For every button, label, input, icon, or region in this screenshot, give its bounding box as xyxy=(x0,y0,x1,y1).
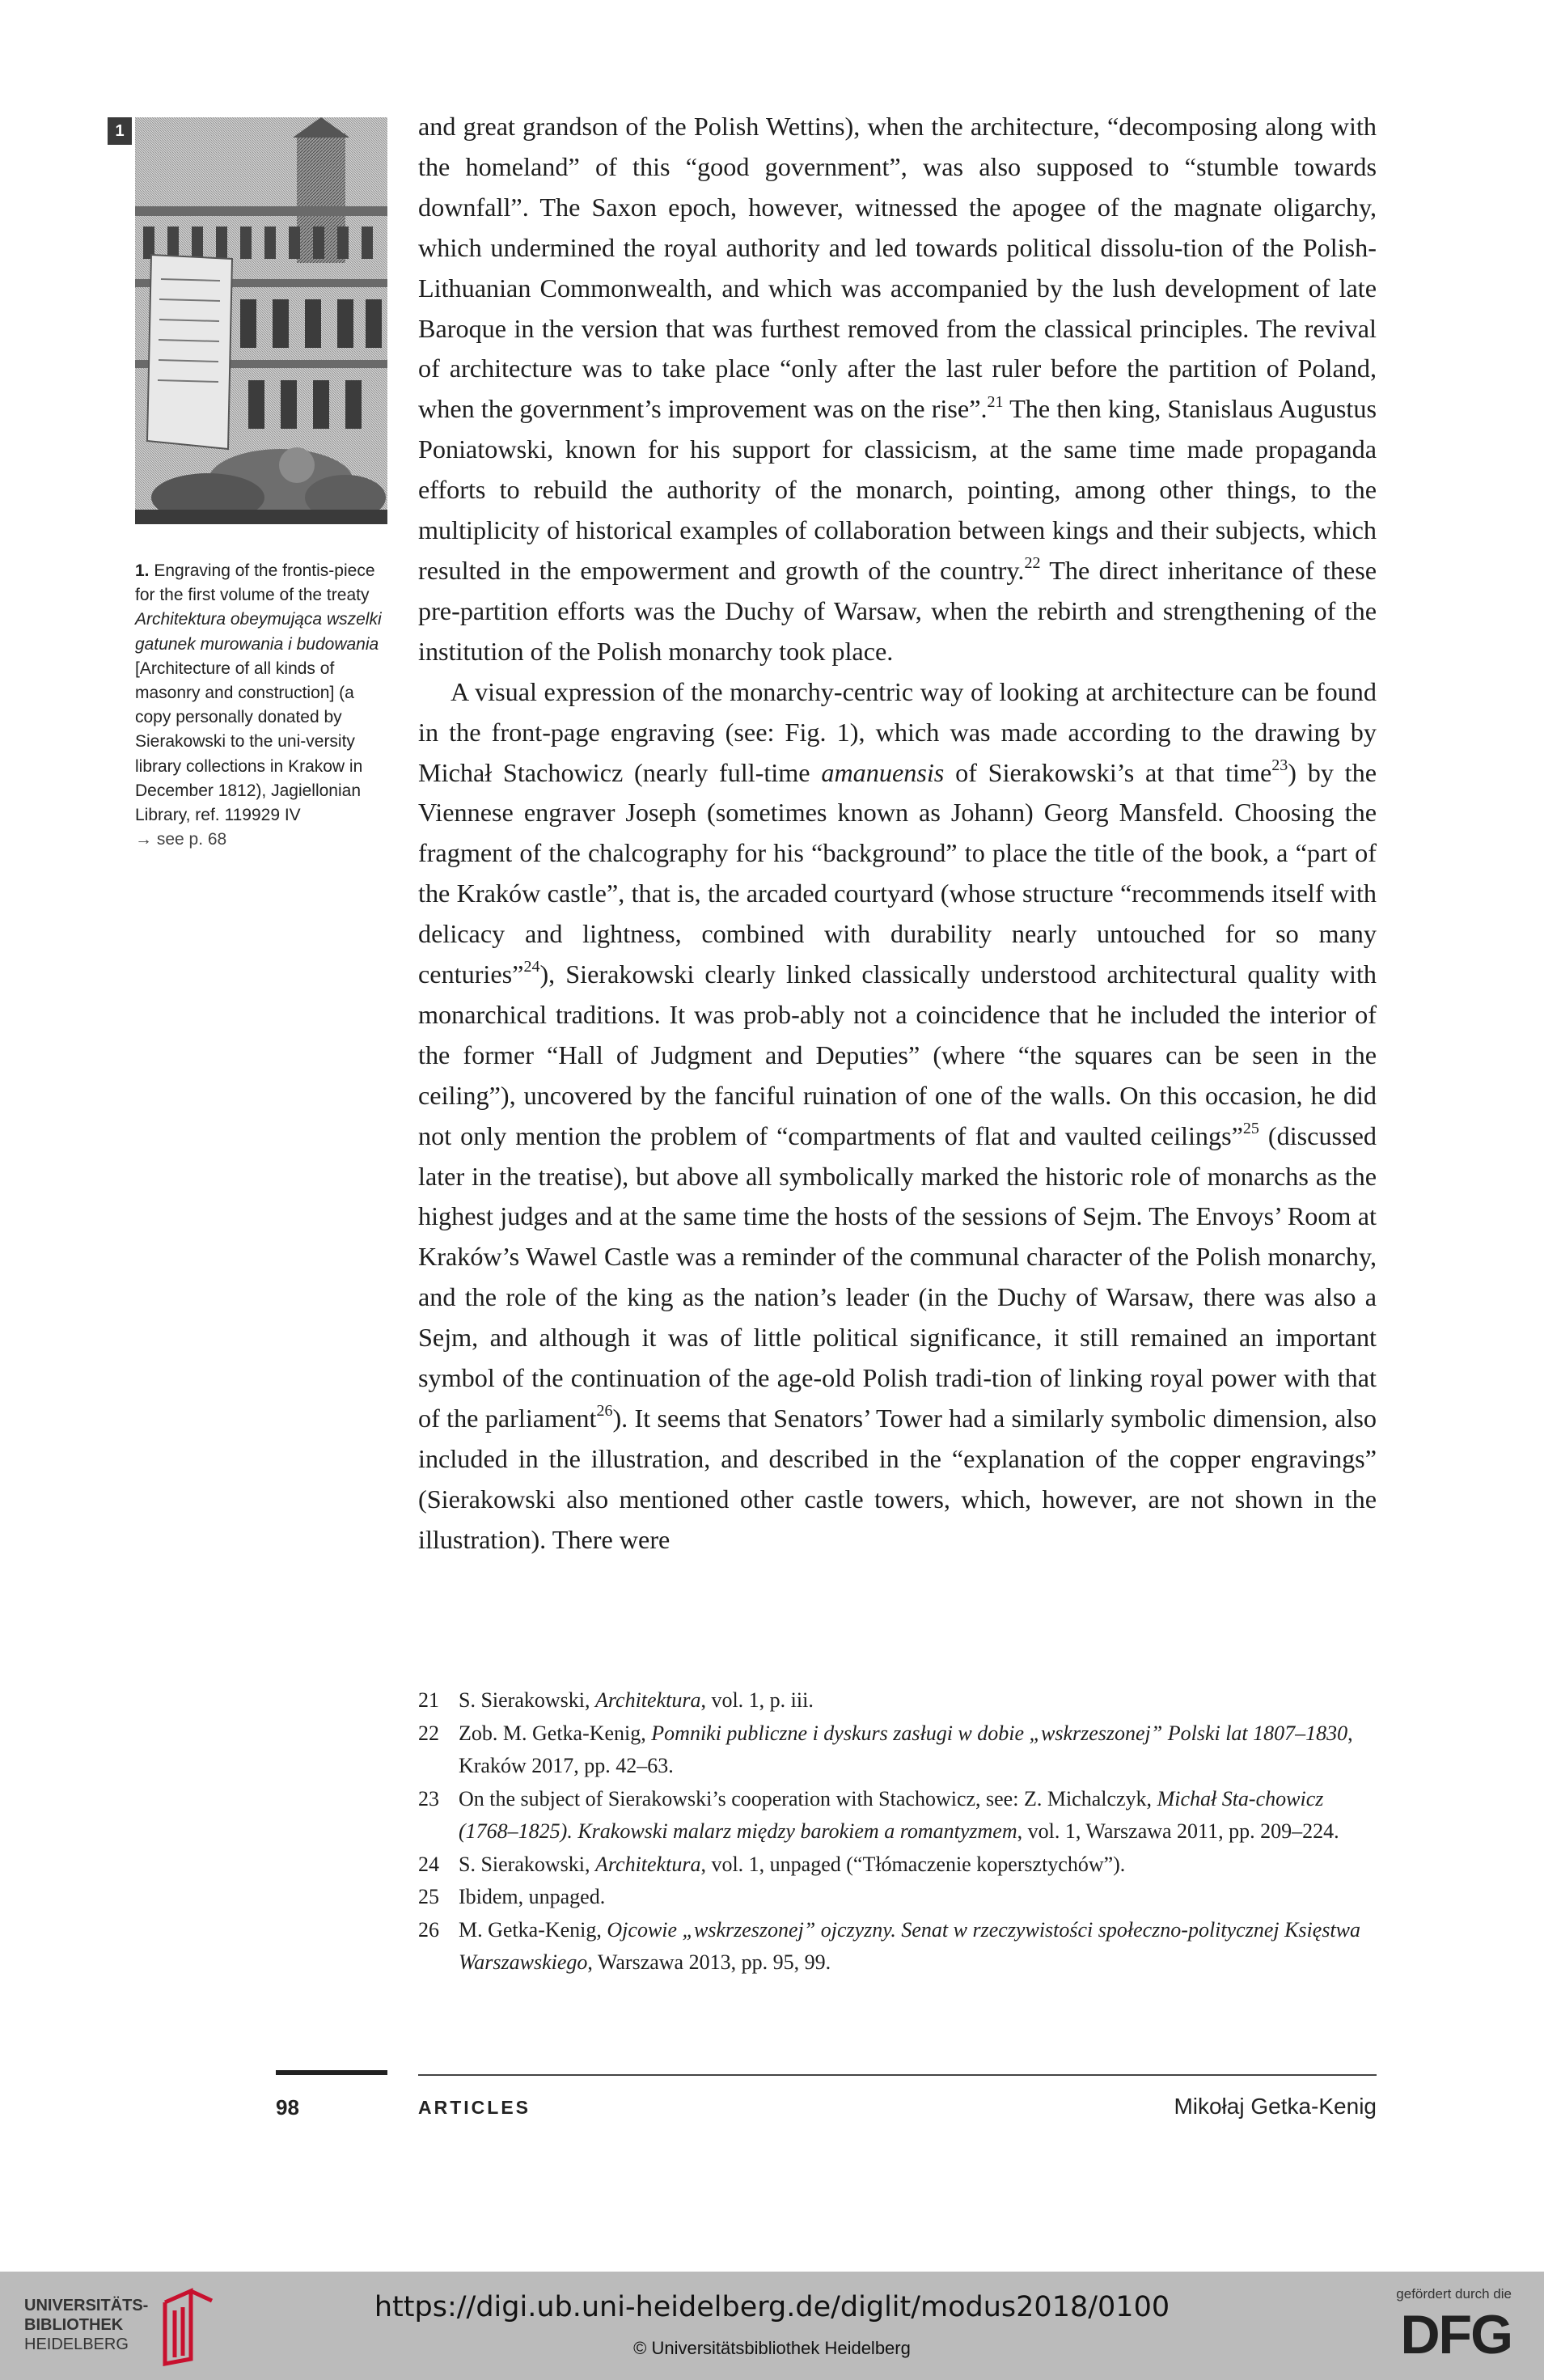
footnote-text: On the subject of Sierakowski’s cooperation with Stachowicz, see: Z. Michalczyk, xyxy=(459,1786,1157,1810)
dfg-logo[interactable]: DFG xyxy=(1400,2304,1512,2365)
figure-caption xyxy=(135,559,387,852)
library-logo-line: BIBLIOTHEK xyxy=(24,2316,124,2334)
footnote-number: 21 xyxy=(418,1688,439,1712)
footnote-24 xyxy=(418,1849,1377,1882)
paragraph-1-text: and great grandson of the Polish Wettins), when the architecture, “decomposing along with the homeland” of this “good government”, was also supposed to “stumble towards downfall”. The Saxon epoch, however, witnessed the apogee of the magnate oligarchy, which undermined the royal authority and led towards political dissolu-tion of the Polish-Lithuanian Commonwealth, and which was accompanied by the lush development of late Baroque in the version that was furthest removed from the classical principles. The revival of architecture was to take place “only after the last ruler before the partition of Poland, when the government’s improvement was on the rise”. xyxy=(418,112,1377,424)
footnote-text: M. Getka-Kenig, xyxy=(459,1917,607,1942)
footnote-21 xyxy=(418,1684,1377,1717)
footnote-text: S. Sierakowski, xyxy=(459,1688,595,1712)
paragraph-2-text-e: (discussed later in the treatise), but above all symbolically marked the historic role of monarchs as the highest judges and at the same time the hosts of the sessions of Sejm. The Envoys’ Room at Kraków’s Wawel Castle was a reminder of the communal character of the Polish monarchy, and the role of the king as the nation’s leader (in the Duchy of Warsaw, there was also a Sejm, and although it was of little political significance, it still remained an important symbol of the continuation of the age-old Polish tradi-tion of linking royal power with that of the parliament xyxy=(418,1120,1377,1433)
footnote-25 xyxy=(418,1881,1377,1914)
footnote-text: S. Sierakowski, xyxy=(459,1852,595,1876)
copyright-notice: © Universitätsbibliothek Heidelberg xyxy=(633,2338,911,2358)
footnote-ref-21: 21 xyxy=(987,392,1004,411)
section-label: ARTICLES xyxy=(418,2097,531,2118)
footnote-number: 26 xyxy=(418,1917,439,1942)
footnote-23 xyxy=(418,1783,1377,1849)
paragraph-1 xyxy=(418,107,1377,672)
footer-rule-short xyxy=(276,2070,387,2075)
paragraph-2-text-c: ) by the Viennese engraver Joseph (sometimes known as Johann) Georg Mansfeld. Choosing the fragment of the chalcography for his “background” to place the title of the book, a “part of the Kraków castle”, that is, the arcaded courtyard (whose structure “recommends itself with delicacy and lightness, combined with durability nearly untouched for so many centuries” xyxy=(418,757,1377,989)
footnote-ref-26: 26 xyxy=(596,1402,613,1421)
paragraph-2-text-b: of Sierakowski’s at that time xyxy=(944,757,1272,787)
footnote-number: 24 xyxy=(418,1852,439,1876)
footnote-title: Michał Sta-chowicz (1768–1825). Krakowski malarz między barokiem a romantyzmem xyxy=(459,1786,1324,1843)
paragraph-2 xyxy=(418,672,1377,1561)
footnote-title: Ojcowie „wskrzeszonej” ojczyzny. Senat w rzeczywistości społeczno-politycznej Księstwa Warszawskiego xyxy=(459,1917,1361,1974)
footer-rule xyxy=(418,2074,1377,2076)
footnote-ref-24: 24 xyxy=(523,958,540,976)
footnote-text: Zob. M. Getka-Kenig, xyxy=(459,1721,652,1745)
see-page-reference: → see p. 68 xyxy=(135,830,227,849)
footnote-text: , vol. 1, Warszawa 2011, pp. 209–224. xyxy=(1017,1819,1339,1843)
footnote-number: 22 xyxy=(418,1721,439,1745)
author-name: Mikołaj Getka-Kenig xyxy=(1174,2094,1377,2119)
footnote-ref-23: 23 xyxy=(1271,756,1288,774)
library-banner xyxy=(0,2272,1544,2380)
paragraph-1-text-c: The direct inheritance of these pre-partition efforts was the Duchy of Warsaw, when the rebirth and strengthening of the institution of the Polish monarchy took place. xyxy=(418,555,1377,666)
footnote-text: Ibidem, unpaged. xyxy=(459,1885,606,1908)
caption-figure-number: 1. xyxy=(135,561,150,580)
term-amanuensis: amanuensis xyxy=(821,757,945,787)
caption-book-title: Architektura obeymująca wszelki gatunek murowania i budowania xyxy=(135,610,382,654)
page-number: 98 xyxy=(276,2095,299,2120)
caption-text-continued: [Architecture of all kinds of masonry and construction] (a copy personally donated by Sierakowski to the uni-versity library collections in Krakow in December 1812), Jagiellonian Library, ref. 119929 IV xyxy=(135,659,363,825)
footnote-text: , Warszawa 2013, pp. 95, 99. xyxy=(587,1950,831,1974)
footnote-text: , vol. 1, unpaged (“Tłómaczenie kopersztychów”). xyxy=(700,1852,1126,1876)
footnote-title: Architektura xyxy=(595,1688,701,1712)
paragraph-2-text-f: ). It seems that Senators’ Tower had a similarly symbolic dimension, also included in the illustration, and described in the “explanation of the copper engravings” (Sierakowski also mentioned other castle towers, which, however, are not shown in the illustration). There were xyxy=(418,1404,1377,1554)
funder-label: gefördert durch die xyxy=(1396,2286,1512,2302)
library-logo-line: HEIDELBERG xyxy=(24,2336,129,2353)
permalink-url[interactable]: https://digi.ub.uni-heidelberg.de/diglit/modus2018/0100 xyxy=(374,2291,1170,2323)
footnote-text: , vol. 1, p. iii. xyxy=(700,1688,814,1712)
paragraph-1-text-b: The then king, Stanislaus Augustus Poniatowski, known for his support for classicism, at the same time made propaganda efforts to rebuild the authority of the monarch, pointing, among other things, to the multiplicity of historical examples of collaboration between kings and their subjects, which resulted in the empowerment and growth of the country. xyxy=(418,394,1377,585)
figure-number-badge: 1 xyxy=(108,117,132,145)
footnote-22 xyxy=(418,1717,1377,1783)
paragraph-2-text-d: ), Sierakowski clearly linked classically understood architectural quality with monarchical traditions. It was prob-ably not a coincidence that he included the interior of the former “Hall of Judgment and Deputies” (where “the squares can be seen in the ceiling”), uncovered by the fanciful ruination of one of the walls. On this occasion, he did not only mention the problem of “compartments of flat and vaulted ceilings” xyxy=(418,959,1377,1150)
footnote-title: Architektura xyxy=(595,1852,701,1876)
footnote-title: Pomniki publiczne i dyskurs zasługi w dobie „wskrzeszonej” Polski lat 1807–1830 xyxy=(651,1721,1348,1745)
footnotes xyxy=(418,1684,1377,1980)
footnote-ref-22: 22 xyxy=(1024,554,1041,573)
library-logo-line: UNIVERSITÄTS- xyxy=(24,2297,149,2314)
footnote-26 xyxy=(418,1914,1377,1980)
footnote-number: 25 xyxy=(418,1885,439,1908)
footnote-ref-25: 25 xyxy=(1242,1119,1259,1137)
paragraph-2-text: A visual expression of the monarchy-centric way of looking at architecture can be found in the front-page engraving (see: Fig. 1), which was made according to the drawing by Michał Stachowicz (nearly full-time xyxy=(418,676,1377,787)
footnote-number: 23 xyxy=(418,1786,439,1810)
main-text-column xyxy=(418,107,1377,1561)
frontispiece-engraving-image xyxy=(135,117,387,524)
footnote-text: , Kraków 2017, pp. 42–63. xyxy=(459,1721,1353,1777)
caption-text: Engraving of the frontis-piece for the first volume of the treaty xyxy=(135,561,375,605)
